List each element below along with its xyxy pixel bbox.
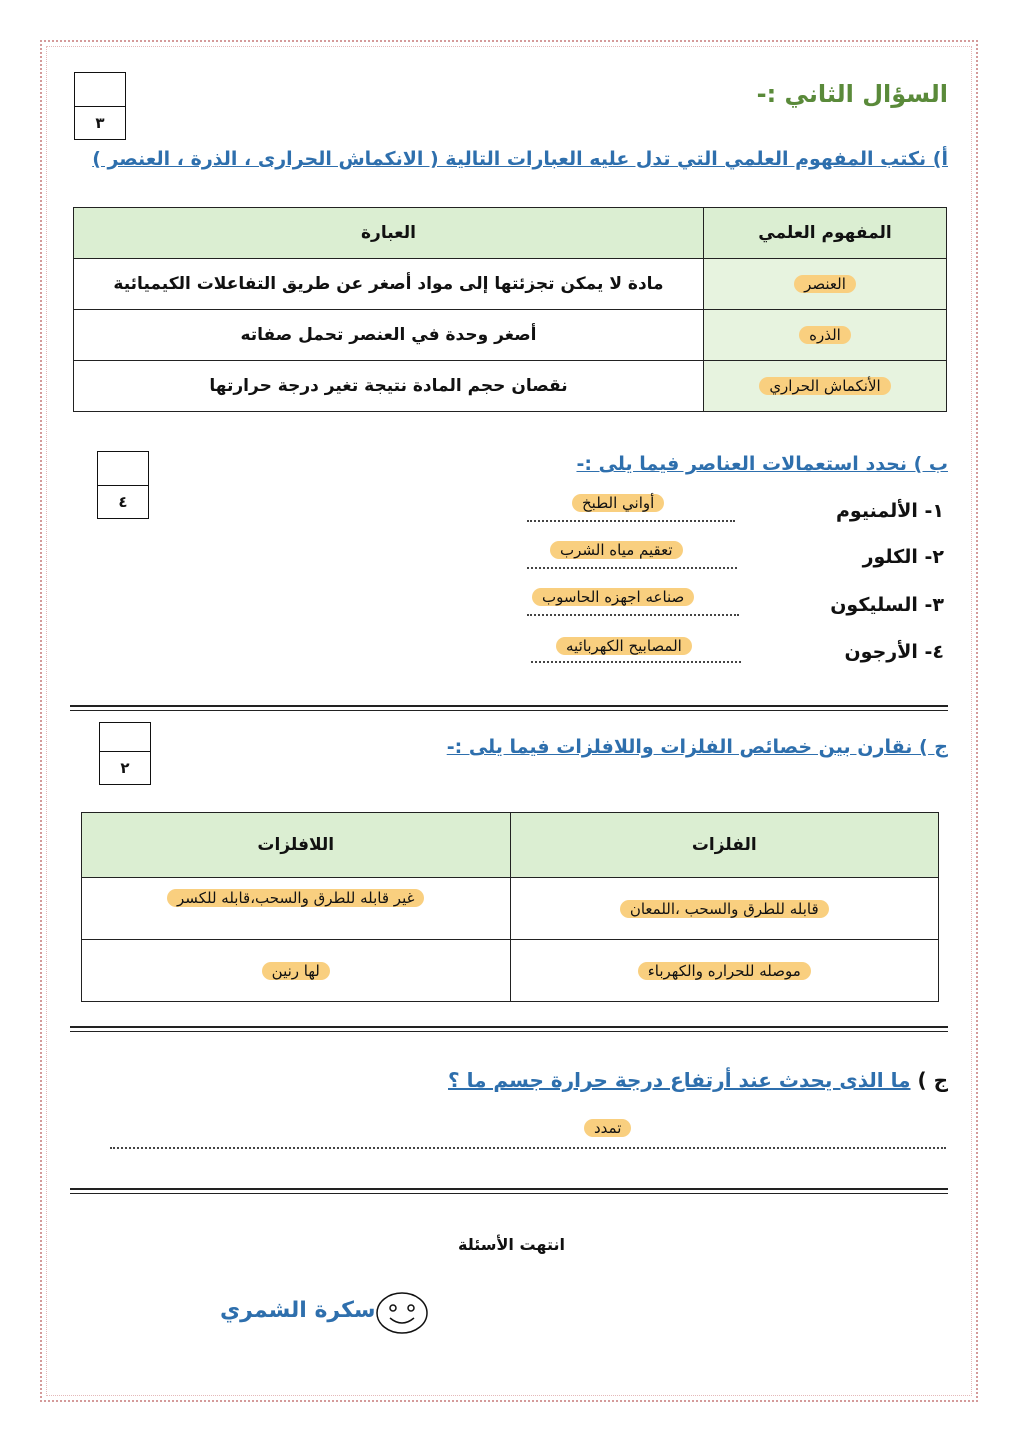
answer-line (527, 614, 739, 616)
answer-line (527, 520, 735, 522)
divider (70, 705, 948, 707)
part-c-prompt: ج ) نقارن بين خصائص الفلزات واللافلزات فيما يلى :- (446, 736, 948, 758)
score-box-b (97, 451, 149, 519)
part-d-question-line (448, 1068, 948, 1092)
score-box-c (99, 722, 151, 785)
nonmetals-answer: غير قابله للطرق والسحب،قابله للكسر (167, 889, 424, 907)
table-row (74, 310, 947, 361)
concepts-table (73, 207, 947, 412)
end-text: انتهت الأسئلة (458, 1235, 565, 1254)
comparison-table (81, 812, 939, 1002)
part-a-prompt: أ) نكتب المفهوم العلمي التي تدل عليه العبارات التالية ( الانكماش الحرارى ، الذرة ، العنصر ) (92, 148, 948, 170)
score-c: ٢ (100, 751, 150, 784)
table-row (82, 940, 939, 1002)
expansion-answer: تمدد (584, 1119, 631, 1137)
table-row (74, 259, 947, 310)
header-nonmetals: اللافلزات (82, 813, 511, 878)
use-answer: صناعه اجهزه الحاسوب (532, 588, 694, 606)
score-a: ٣ (75, 106, 125, 139)
signature: سكرة الشمري (220, 1298, 376, 1323)
smiley-icon (374, 1290, 430, 1336)
metals-answer: موصله للحراره والكهرباء (638, 962, 811, 980)
concept-answer: الذره (799, 326, 851, 344)
metals-answer: قابله للطرق والسحب ،اللمعان (620, 900, 829, 918)
use-answer: تعقيم مياه الشرب (550, 541, 683, 559)
statement-cell: مادة لا يمكن تجزئتها إلى مواد أصغر عن طريق التفاعلات الكيميائية (74, 259, 704, 310)
use-answer: المصابيح الكهربائيه (556, 637, 692, 655)
answer-line (527, 567, 737, 569)
use-answer: أواني الطبخ (572, 494, 664, 512)
score-b: ٤ (98, 485, 148, 518)
header-metals: الفلزات (510, 813, 939, 878)
header-concept: المفهوم العلمي (704, 208, 947, 259)
statement-cell: نقصان حجم المادة نتيجة تغير درجة حرارتها (74, 361, 704, 412)
part-d-question: ما الذى يحدث عند أرتفاع درجة حرارة جسم ما ؟ (448, 1068, 911, 1092)
header-statement: العبارة (74, 208, 704, 259)
table-row (82, 878, 939, 940)
statement-cell: أصغر وحدة في العنصر تحمل صفاته (74, 310, 704, 361)
answer-line (110, 1147, 946, 1149)
table-row (74, 361, 947, 412)
element-label: ٣- السليكون (830, 594, 944, 616)
concept-answer: الأنكماش الحراري (759, 377, 890, 395)
divider (70, 1188, 948, 1190)
element-label: ١- الألمنيوم (836, 500, 944, 522)
section-title: السؤال الثاني :- (756, 80, 948, 108)
nonmetals-answer: لها رنين (262, 962, 330, 980)
score-box-a (74, 72, 126, 140)
concept-answer: العنصر (794, 275, 856, 293)
divider (70, 1026, 948, 1028)
element-label: ٢- الكلور (862, 546, 944, 568)
part-b-prompt: ب ) نحدد استعمالات العناصر فيما يلى :- (576, 453, 948, 475)
part-d-prefix: ج ) (917, 1068, 948, 1092)
answer-line (531, 661, 741, 663)
element-label: ٤- الأرجون (844, 641, 944, 663)
